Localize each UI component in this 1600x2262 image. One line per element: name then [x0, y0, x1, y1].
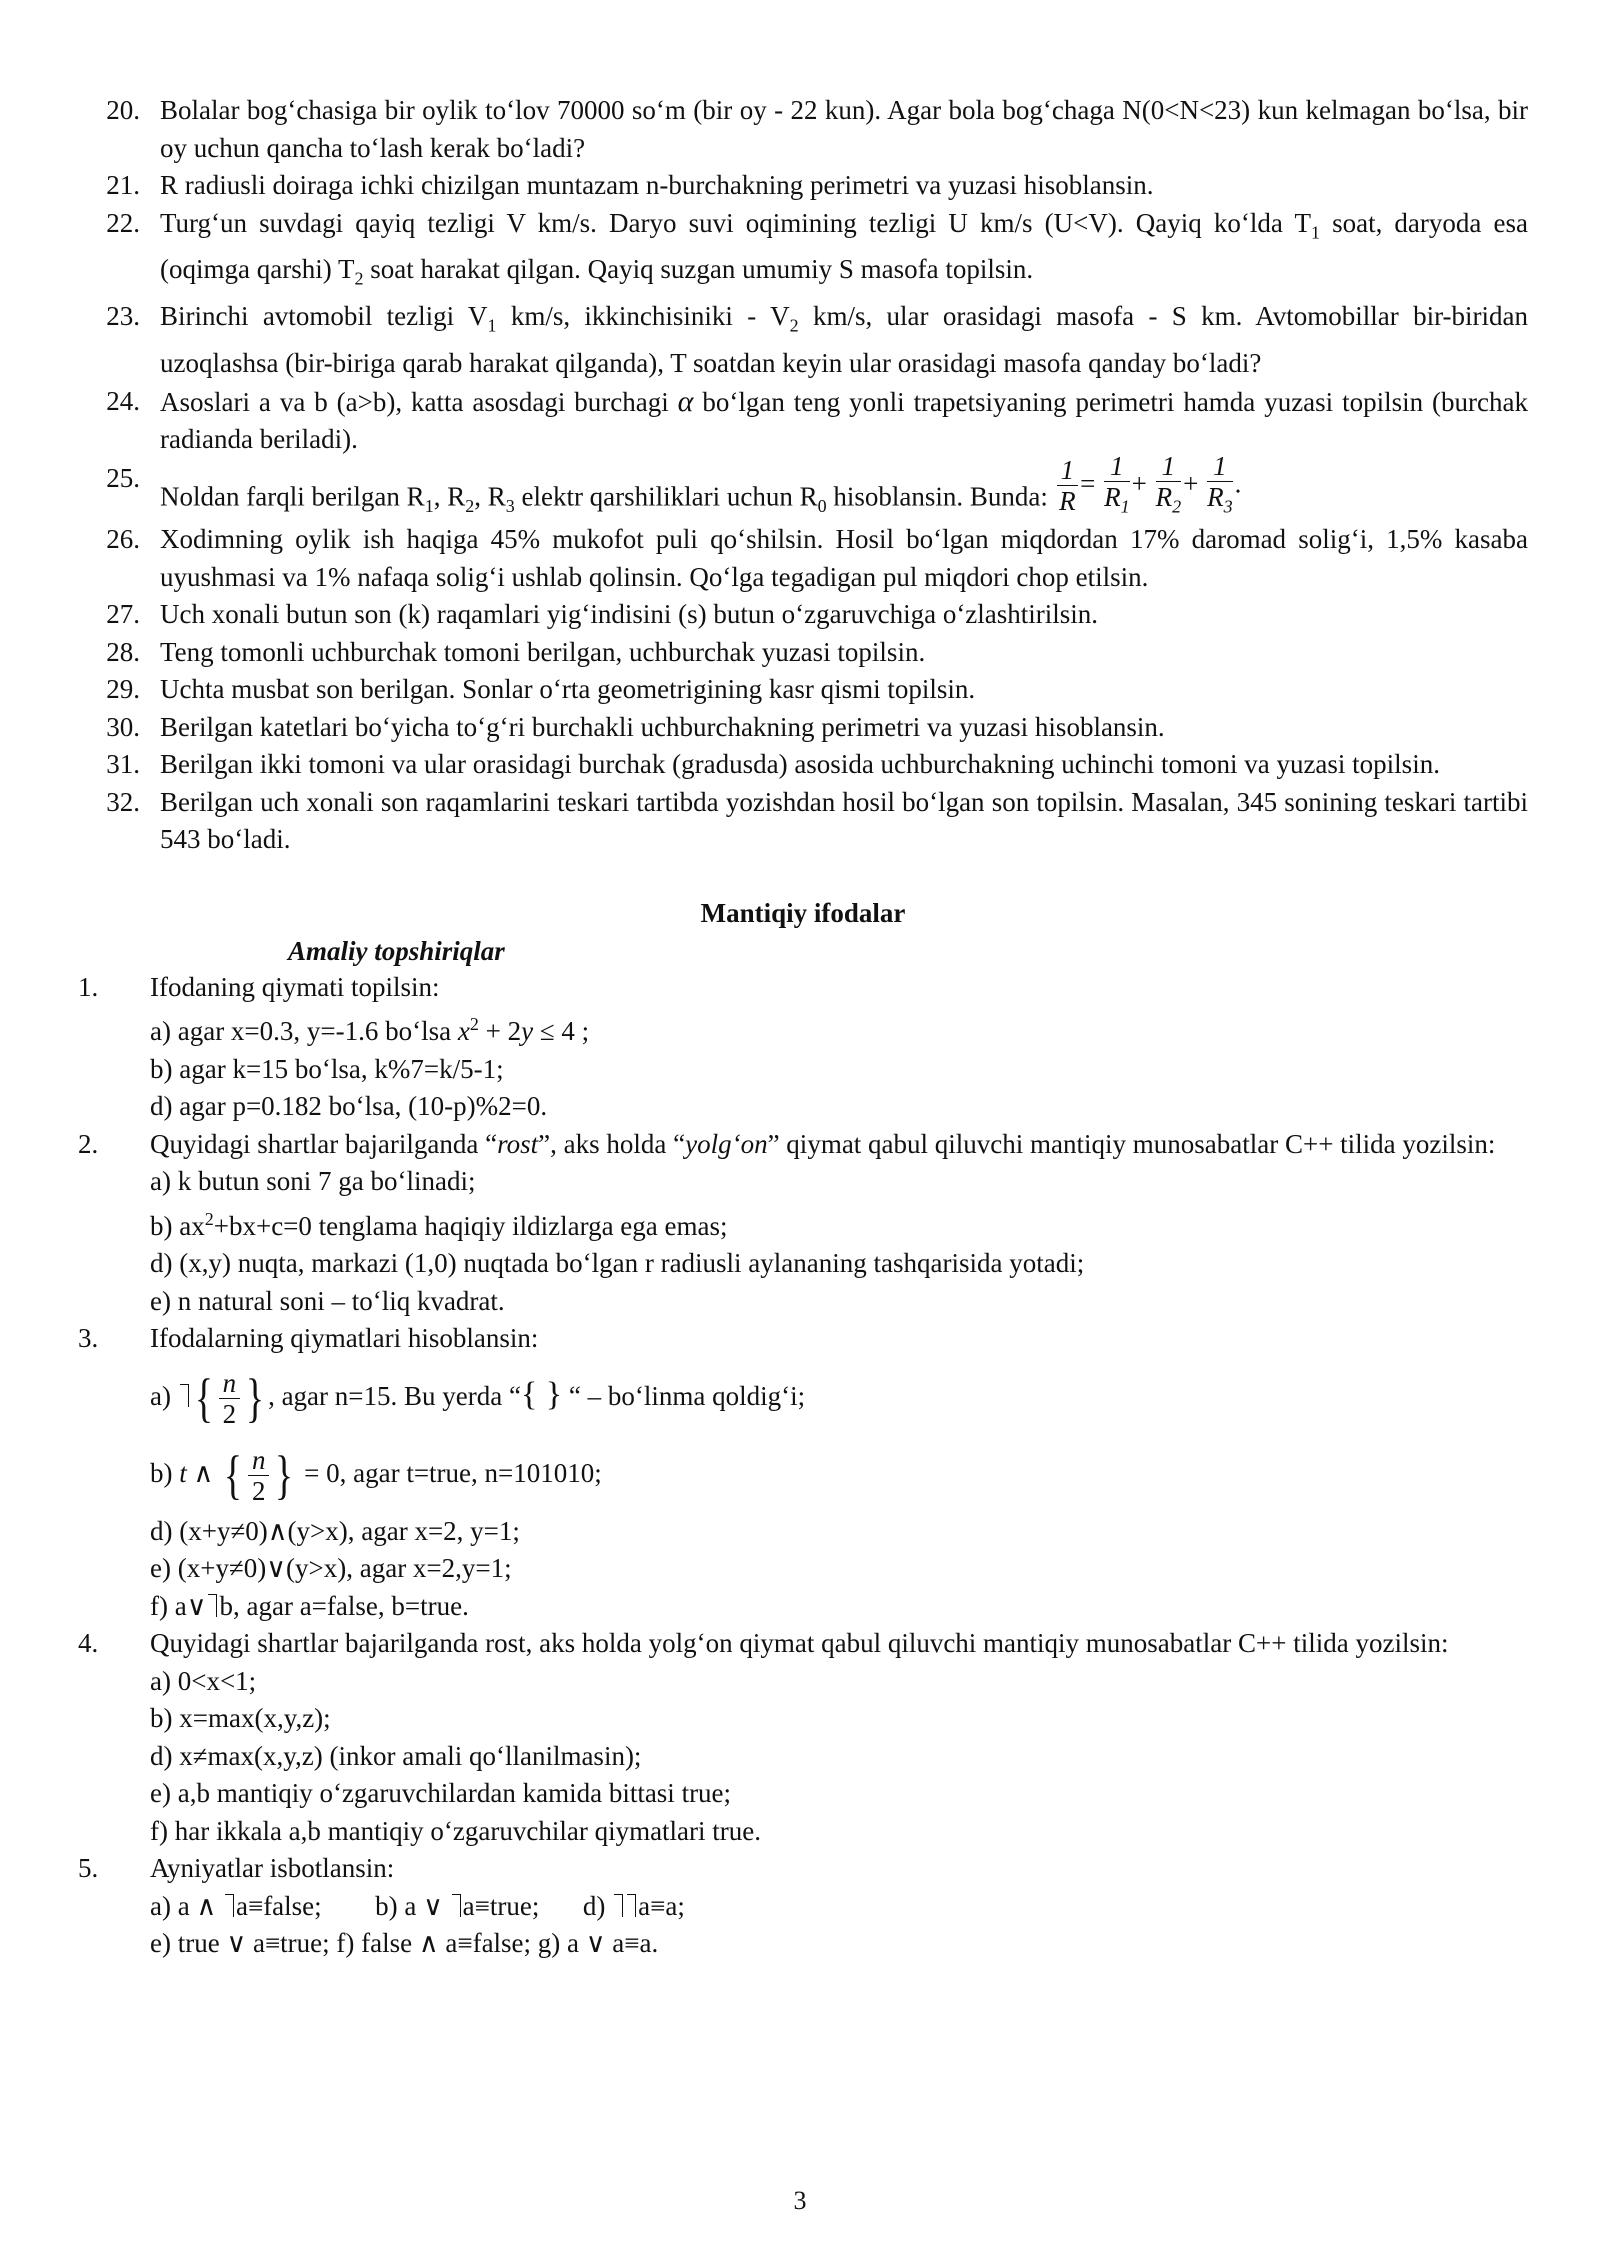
practice-text: Ayniyatlar isbotlansin:: [150, 1853, 395, 1884]
practice-1: [78, 969, 1528, 1007]
problem-number: 28.: [106, 636, 140, 667]
problem-number: 29.: [106, 674, 140, 705]
practice-2-d: d) (x,y) nuqta, markazi (1,0) nuqtada bo‘lgan r radiusli aylananing tashqarisida yotadi;: [150, 1248, 1085, 1279]
practice-2: [78, 1126, 1528, 1164]
problem-31: [78, 746, 1528, 784]
problem-text: Turg‘un suvdagi qayiq tezligi V km/s. Daryo suvi oqimining tezligi U km/s (U<V). Qayiq ko‘lda $T_1$ soat, daryoda esa (oqimga qarshi) $T_2$ soat harakat qilgan. Qayiq suzgan umumiy S masofa topilsin.: [160, 207, 1528, 289]
practice-4: [78, 1625, 1528, 1663]
problem-30: [78, 709, 1528, 747]
practice-number: 2.: [78, 1128, 99, 1159]
problem-number: 22.: [106, 207, 140, 238]
problem-23: [78, 298, 1528, 382]
practice-text: Ifodaning qiymati topilsin:: [150, 971, 440, 1002]
problem-number: 32.: [106, 786, 140, 817]
problem-number: 25.: [106, 462, 140, 493]
practice-5-line-1: a) a ∧ a≡false; b) a ∨ a≡true; d) a≡a;: [150, 1890, 685, 1921]
practice-3-e: e) (x+y≠0)∨(y>x), agar x=2,y=1;: [150, 1553, 512, 1584]
problem-number: 20.: [106, 95, 140, 125]
problem-text: Berilgan ikki tomoni va ular orasidagi burchak (gradusda) asosida uchburchakning uchinchi tomoni va yuzasi topilsin.: [160, 749, 1440, 780]
problem-text: Uchta musbat son berilgan. Sonlar o‘rta geometrigining kasr qismi topilsin.: [160, 674, 976, 705]
practice-4-b: b) x=max(x,y,z);: [150, 1703, 331, 1734]
problem-text: Berilgan katetlari bo‘yicha to‘g‘ri burchakli uchburchakning perimetri va yuzasi hisoblansin.: [160, 711, 1165, 742]
practice-3-d: d) (x+y≠0)∧(y>x), agar x=2, y=1;: [150, 1515, 520, 1546]
practice-1-a: a) agar x=0.3, y=-1.6 bo‘lsa $x^2 + 2y \le 4$ ;: [150, 1014, 590, 1047]
alpha-symbol: α: [677, 384, 694, 418]
problem-text: Noldan farqli berilgan $R_1$, $R_2$, $R_3$ elektr qarshiliklari uchun $R_0$ hisoblansin. Bunda: $\frac{1}{R}$ = $\frac{1}{R_1}$ + $\frac{1}{R_2}$ + $\frac{1}{R_3}$ .: [160, 463, 1528, 521]
page-content: [78, 92, 1528, 1963]
problem-number: 26.: [106, 524, 140, 555]
practice-3-a: a) { $\frac{n}{2}$ } , agar n=15. Bu yerda “{ } “ – bo‘linma qoldig‘i;: [150, 1367, 806, 1429]
problem-21: [78, 167, 1528, 205]
resistance-formula: $\frac{1}{R}$ = $\frac{1}{R_1}$ + $\frac{1}{R_2}$ + $\frac{1}{R_3}$ .: [1055, 451, 1242, 521]
practice-number: 4.: [78, 1628, 99, 1659]
problem-text: Asoslari a va b (a>b), katta asosdagi burchagi α bo‘lgan teng yonli trapetsiyaning perimetri hamda yuzasi topilsin (burchak radianda beriladi).: [160, 384, 1528, 455]
practice-3-f: f) a∨ b, agar a=false, b=true.: [150, 1590, 469, 1621]
practice-text: Quyidagi shartlar bajarilganda rost, aks holda yolg‘on qiymat qabul qiluvchi mantiqiy munosabatlar C++ tilida yozilsin:: [150, 1628, 1449, 1659]
negation-symbol: [614, 1894, 623, 1917]
section-title: Mantiqiy ifodalar: [700, 897, 906, 928]
problem-24: [78, 383, 1528, 459]
problem-27: [78, 596, 1528, 634]
problem-number: 27.: [106, 599, 140, 630]
practice-3-b: b) t ∧ { $\frac{n}{2}$ } = 0, agar t=true, n=101010;: [150, 1444, 602, 1506]
page-number: 3: [793, 2186, 807, 2215]
practice-text: Ifodalarning qiymatlari hisoblansin:: [150, 1323, 539, 1354]
negation-symbol: [180, 1384, 189, 1407]
problem-number: 24.: [106, 385, 140, 416]
negation-symbol: [627, 1894, 636, 1917]
problem-20: [78, 92, 1528, 167]
problem-number: 23.: [106, 301, 140, 332]
practice-number: 1.: [78, 971, 99, 1002]
negation-symbol: [208, 1594, 217, 1617]
problem-text: Uch xonali butun son (k) raqamlari yig‘indisini (s) butun o‘zgaruvchiga o‘zlashtirilsin.: [160, 599, 1099, 630]
practice-4-a: a) 0<x<1;: [150, 1665, 257, 1696]
practice-4-e: e) a,b mantiqiy o‘zgaruvchilardan kamida bittasi true;: [150, 1778, 732, 1809]
practice-3: [78, 1320, 1528, 1358]
practice-1-b: b) agar k=15 bo‘lsa, k%7=k/5-1;: [150, 1053, 504, 1084]
problem-32: [78, 784, 1528, 859]
problem-25: [78, 450, 1528, 521]
practice-number: 3.: [78, 1323, 99, 1354]
practice-5: [78, 1850, 1528, 1888]
problem-26: [78, 521, 1528, 596]
problem-number: 31.: [106, 749, 140, 780]
problem-text: R radiusli doiraga ichki chizilgan muntazam n-burchakning perimetri va yuzasi hisoblansin.: [160, 170, 1154, 200]
practice-5-line-2: e) true ∨ a≡true; f) false ∧ a≡false; g) a ∨ a≡a.: [150, 1928, 659, 1959]
problem-number: 30.: [106, 711, 140, 742]
problem-text: Berilgan uch xonali son raqamlarini teskari tartibda yozishdan hosil bo‘lgan son topilsin. Masalan, 345 sonining teskari tartibi 543 bo‘ladi.: [160, 786, 1528, 855]
problem-text: Bolalar bog‘chasiga bir oylik to‘lov 70000 so‘m (bir oy - 22 kun). Agar bola bog‘chaga N(0<N<23) kun kelmagan bo‘lsa, bir oy uchun qancha to‘lash kerak bo‘ladi?: [160, 95, 1528, 163]
problem-text: Birinchi avtomobil tezligi $V_1$ km/s, ikkinchisiniki - $V_2$ km/s, ular orasidagi masofa - S km. Avtomobillar bir-biridan uzoqlashsa (bir-biriga qarab harakat qilganda), T soatdan keyin ular orasidagi masofa qanday bo‘ladi?: [160, 301, 1529, 379]
practice-2-e: e) n natural soni – to‘liq kvadrat.: [150, 1285, 505, 1316]
problem-28: [78, 634, 1528, 672]
practice-1-d: d) agar p=0.182 bo‘lsa, (10-p)%2=0.: [150, 1091, 548, 1122]
problem-22: [78, 205, 1528, 299]
problem-text: Teng tomonli uchburchak tomoni berilgan, uchburchak yuzasi topilsin.: [160, 636, 926, 667]
subsection-title: Amaliy topshiriqlar: [288, 935, 505, 966]
negation-symbol: [225, 1894, 234, 1917]
practice-2-b: b) $ax^2+bx+c=0$ tenglama haqiqiy ildizlarga ega emas;: [150, 1208, 728, 1241]
problem-29: [78, 671, 1528, 709]
negation-symbol: [452, 1894, 461, 1917]
practice-text: Quyidagi shartlar bajarilganda “rost”, aks holda “yolg‘on” qiymat qabul qiluvchi mantiqiy munosabatlar C++ tilida yozilsin:: [150, 1128, 1496, 1159]
practice-4-f: f) har ikkala a,b mantiqiy o‘zgaruvchilar qiymatlari true.: [150, 1815, 762, 1846]
practice-2-a: a) k butun soni 7 ga bo‘linadi;: [150, 1166, 476, 1197]
practice-4-d: d) x≠max(x,y,z) (inkor amali qo‘llanilmasin);: [150, 1740, 642, 1771]
practice-number: 5.: [78, 1853, 99, 1884]
problem-number: 21.: [106, 170, 140, 200]
problem-text: Xodimning oylik ish haqiga 45% mukofot puli qo‘shilsin. Hosil bo‘lgan miqdordan 17% daromad solig‘i, 1,5% kasaba uyushmasi va 1% nafaqa solig‘i ushlab qolinsin. Qo‘lga tegadigan pul miqdori chop etilsin.: [160, 524, 1528, 592]
